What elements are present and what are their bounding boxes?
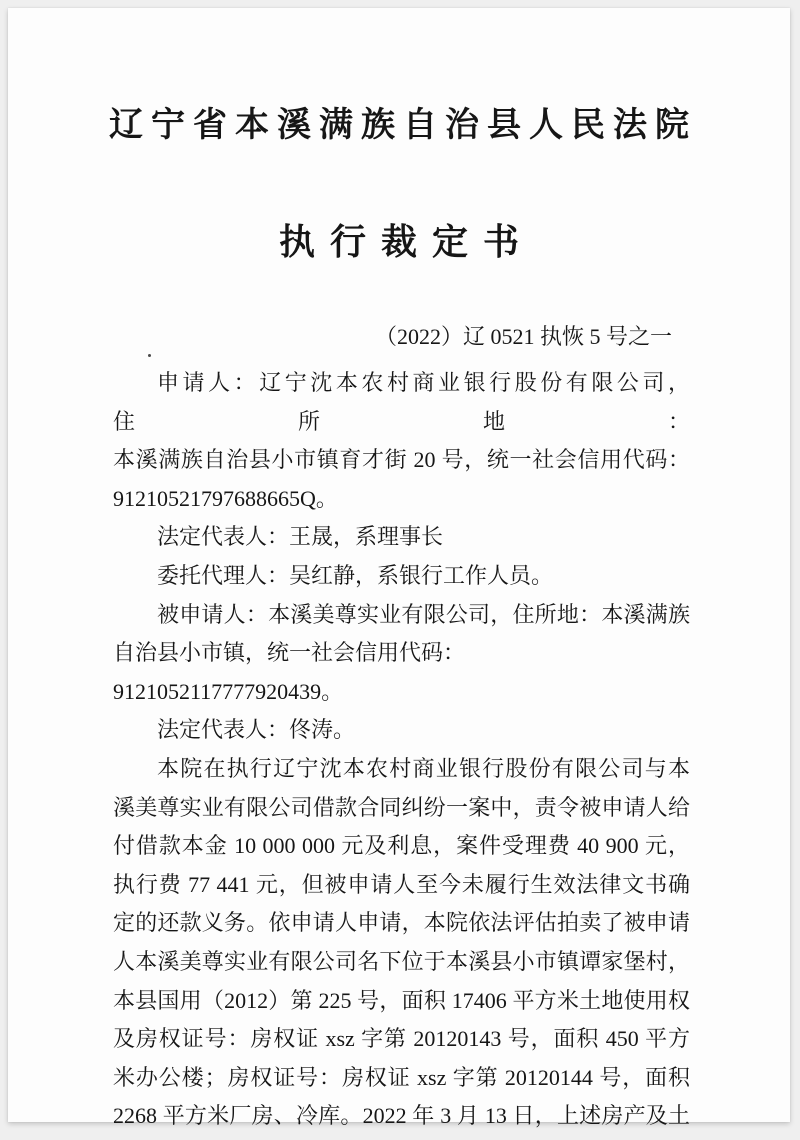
body-line: 本溪满族自治县小市镇育才街 20 号，统一社会信用代码： [113, 447, 690, 473]
body-line: 米办公楼；房权证号：房权证 xsz 字第 20120144 号，面积 [113, 1064, 690, 1090]
body-line: 溪美尊实业有限公司借款合同纠纷一案中，责令被申请人给 [113, 794, 690, 820]
body-line: 委托代理人：吴红静，系银行工作人员。 [157, 562, 554, 588]
scan-speck-dot [148, 354, 151, 357]
body-line: 自治县小市镇，统一社会信用代码：9121052117777920439。 [113, 640, 466, 704]
body-line: 人本溪美尊实业有限公司名下位于本溪县小市镇谭家堡村， [113, 948, 690, 974]
body-line: 2268 平方米厂房、冷库。2022 年 3 月 13 日，上述房产及土 [113, 1103, 690, 1129]
case-number: （2022）辽 0521 执恢 5 号之一 [374, 324, 672, 349]
body-line: 被申请人：本溪美尊实业有限公司，住所地：本溪满族 [157, 601, 690, 627]
body-line: 申请人：辽宁沈本农村商业银行股份有限公司，住所地： [113, 370, 690, 434]
body-line: 付借款本金 10 000 000 元及利息，案件受理费 40 900 元， [113, 833, 690, 859]
court-name: 辽宁省本溪满族自治县人民法院 [109, 107, 697, 144]
body-line: 及房权证号：房权证 xsz 字第 20120143 号，面积 450 平方 [113, 1026, 690, 1052]
body-line: 执行费 77 441 元，但被申请人至今未履行生效法律文书确 [113, 871, 690, 897]
body-line: 本县国用（2012）第 225 号，面积 17406 平方米土地使用权 [113, 987, 690, 1013]
body-line: 定的还款义务。依申请人申请，本院依法评估拍卖了被申请 [113, 910, 690, 936]
document-body [113, 364, 690, 1136]
body-line: 法定代表人：佟涛。 [157, 717, 356, 743]
body-line: 本院在执行辽宁沈本农村商业银行股份有限公司与本 [157, 755, 690, 781]
body-line: 法定代表人：王晟，系理事长 [157, 524, 444, 550]
court-ruling-page [8, 8, 790, 1129]
document-title: 执行裁定书 [278, 222, 534, 262]
body-line: 91210521797688665Q。 [113, 485, 338, 511]
